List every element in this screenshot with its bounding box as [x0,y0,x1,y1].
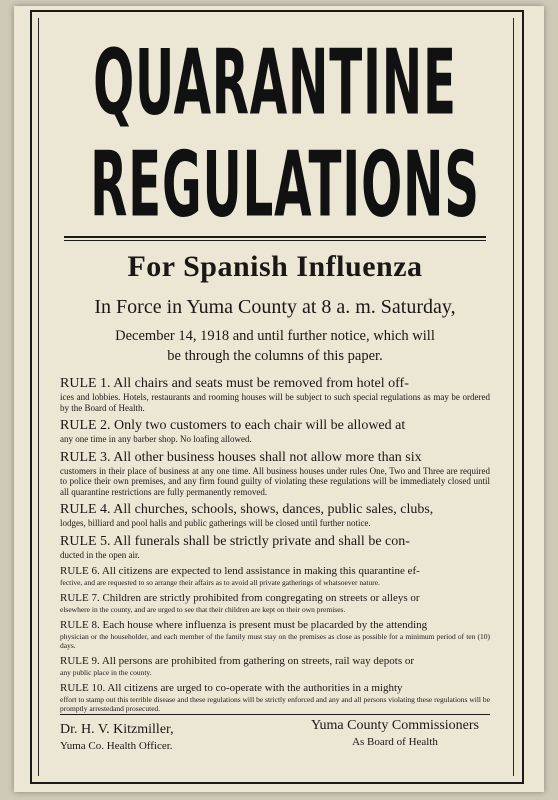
rule-6 [60,565,490,587]
rule-lead: RULE 2. Only two customers to each chair will be allowed at [60,418,406,433]
rule-lead: RULE 6. All citizens are expected to lend assistance in making this quarantine ef- [60,565,420,577]
rule-9 [60,655,490,677]
rule-text: any one time in any barber shop. No loafing allowed. [60,434,252,444]
in-force-line: In Force in Yuma County at 8 a. m. Saturday, [94,296,456,318]
rule-lead: RULE 9. All persons are prohibited from gathering on streets, rail way depots or [60,655,415,667]
rule-text: elsewhere in the county, and are urged to see that their children are kept on their own premises. [60,605,346,614]
rule-10 [60,682,490,713]
rule-text: ducted in the open air. [60,549,140,560]
rule-text: any public place in the county. [60,668,152,677]
rules-list [60,376,490,718]
rule-text: effort to stamp out this terrible disease and these regulations will be strictly enforced and any and all persons violating these regulations will be promptly arrestedand prosecuted. [60,695,490,713]
rule-lead: RULE 3. All other business houses shall not allow more than six [60,449,422,465]
rule-1 [60,376,490,413]
rule-text: ices and lobbies. Hotels, restaurants and rooming houses will be subject to such special regulations as may be ordered by the Board of Health. [60,392,490,413]
rule-text: customers in their place of business at any one time. All business houses under rules One, Two and Three are required to police their own premises, and any firm found guilty of violating these regulations will be immediately closed until all quarantine restrictions are fully permanently removed. [60,465,490,497]
dateline [60,326,490,366]
subtitle: For Spanish Influenza [127,250,423,283]
rule-lead: RULE 7. Children are strictly prohibited from congregating on streets or alleys or [60,592,420,604]
rule-lead: RULE 4. All churches, schools, shows, dances, public sales, clubs, [60,502,434,517]
signature-title: As Board of Health [352,736,438,748]
rule-3 [60,450,490,498]
signature-name: Dr. H. V. Kitzmiller, [60,722,174,737]
rule-text: fective, and are requested to so arrange their affairs as to avoid all private gatherings of whatsoever nature. [60,578,380,587]
headline-regulations: REGULATIONS [90,131,480,238]
divider-top [64,236,486,238]
rule-text: lodges, billiard and pool halls and public gatherings will be closed until further notice. [60,518,371,528]
rule-lead: RULE 8. Each house where influenza is present must be placarded by the attending [60,619,428,631]
rule-lead: RULE 10. All citizens are urged to co-operate with the authorities in a mighty [60,682,403,694]
divider-bottom [60,714,490,715]
dateline-line-1: December 14, 1918 and until further notice, which will [115,328,435,344]
signature-health-officer [60,722,260,754]
rule-5 [60,534,490,561]
rule-text: physician or the householder, and each member of the family must stay on the premises as close as possible for a minimum period of ten (10) days. [60,632,490,650]
rule-lead: RULE 5. All funerals shall be strictly private and shall be con- [60,533,410,549]
rule-7 [60,592,490,614]
signature-name: Yuma County Commissioners [310,718,479,733]
headline-quarantine: QUARANTINE [93,29,457,136]
divider-top-thin [64,240,486,241]
rule-8 [60,619,490,650]
rule-4 [60,502,490,529]
signature-commissioners [290,718,500,750]
rule-lead: RULE 1. All chairs and seats must be removed from hotel off- [60,376,409,391]
signature-title: Yuma Co. Health Officer. [60,740,173,752]
rule-2 [60,418,490,445]
dateline-line-2: be through the columns of this paper. [167,348,383,364]
